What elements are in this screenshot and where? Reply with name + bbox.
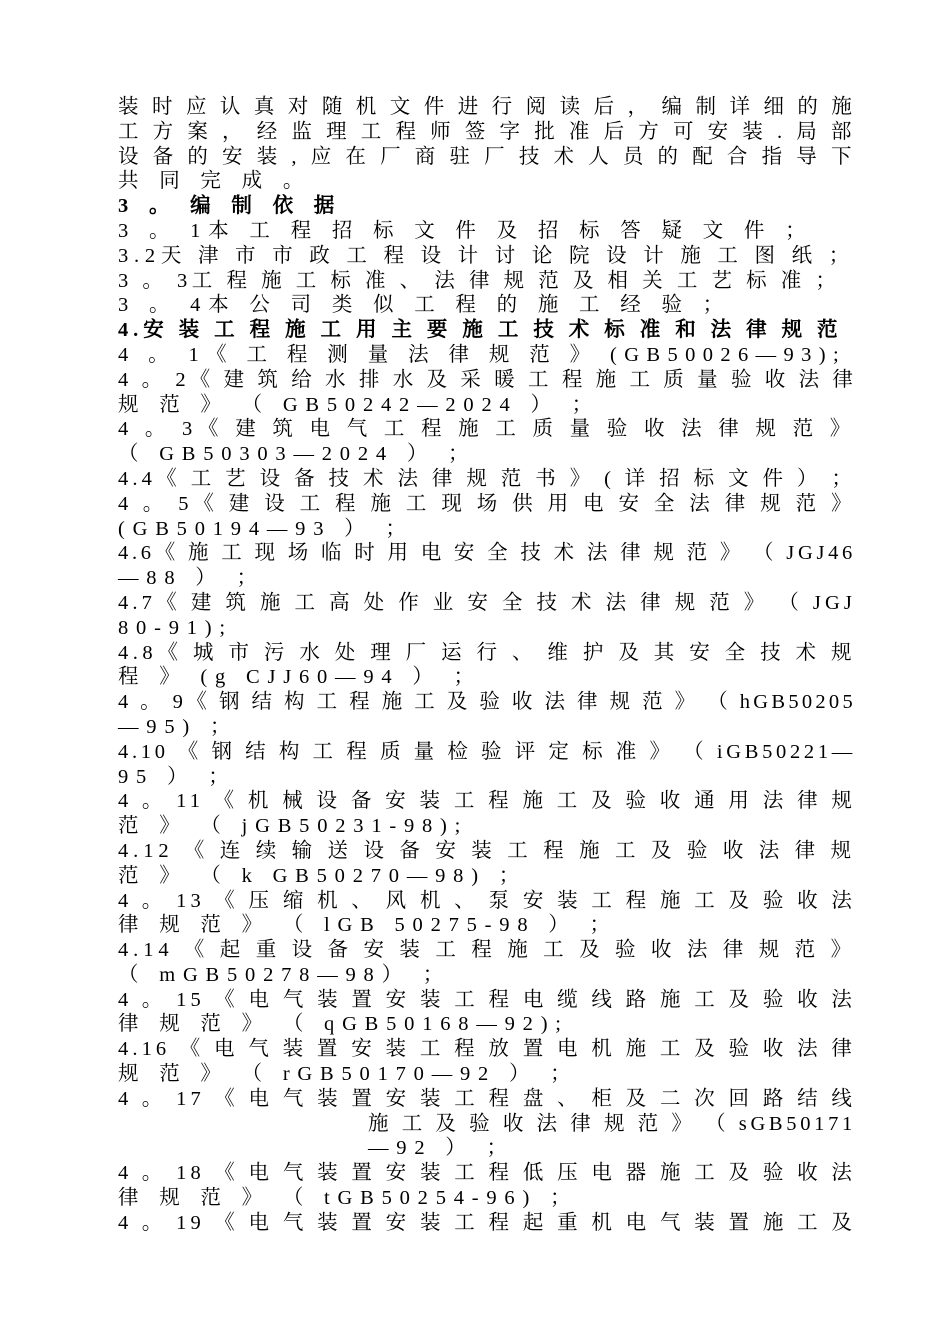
text-line: 4 。 1《 工 程 测 量 法 律 规 范 》 (GB50026—93); xyxy=(118,343,847,366)
text-line: 范 》 （ k GB50270—98) ； xyxy=(118,864,528,887)
text-line: 4.8《 城 市 污 水 处 理 厂 运 行 、 维 护 及 其 安 全 技 术 规 xyxy=(118,641,856,664)
text-line: —95) ； xyxy=(118,715,239,738)
text-line: (GB50194—93 ） ； xyxy=(118,517,414,540)
text-line: 4.14 《 起 重 设 备 安 装 工 程 施 工 及 验 收 法 律 规 范 》 xyxy=(118,939,856,962)
text-line: 程 》 (g CJJ60—94 ） ； xyxy=(118,666,482,689)
text-line: 4.6《 施 工 现 场 临 时 用 电 安 全 技 术 法 律 规 范 》 （ JGJ46 xyxy=(118,542,856,565)
text-line: —92 ） ； xyxy=(368,1137,515,1160)
text-line: 4 。 13 《 压 缩 机 、 风 机 、 泵 安 装 工 程 施 工 及 验 收 法 xyxy=(118,889,856,912)
text-line: 4.10 《 钢 结 构 工 程 质 量 检 验 评 定 标 准 》 （ iGB50221— xyxy=(118,740,856,763)
text-line: 80-91); xyxy=(118,616,233,639)
text-line: 规 范 》 （ GB50242—2024 ） ； xyxy=(118,393,600,416)
text-line: 范 》 （ jGB50231-98); xyxy=(118,815,469,838)
text-line: 规 范 》 （ rGB50170—92 ） ； xyxy=(118,1063,579,1086)
text-line: 4 。 17 《 电 气 装 置 安 装 工 程 盘 、 柜 及 二 次 回 路 结 线 xyxy=(118,1087,856,1110)
text-line: 施 工 及 验 收 法 律 规 范 》 （ sGB50171 xyxy=(368,1112,856,1135)
text-line: 设 备 的 安 装 , 应 在 厂 商 驻 厂 技 术 人 员 的 配 合 指 导 下 xyxy=(118,145,856,168)
text-line: 4.16 《 电 气 装 置 安 装 工 程 放 置 电 机 施 工 及 验 收 法 律 xyxy=(118,1038,856,1061)
text-line: 4 。 15 《 电 气 装 置 安 装 工 程 电 缆 线 路 施 工 及 验 收 法 xyxy=(118,988,856,1011)
text-line: 共 同 完 成 。 xyxy=(118,170,312,193)
document-page xyxy=(118,95,856,1236)
text-line: 4 。 3《 建 筑 电 气 工 程 施 工 质 量 验 收 法 律 规 范 》 xyxy=(118,418,856,441)
section-heading: 4.安 装 工 程 施 工 用 主 要 施 工 技 术 标 准 和 法 律 规 范 xyxy=(118,319,843,342)
text-line: 4.12 《 连 续 输 送 设 备 安 装 工 程 施 工 及 验 收 法 律 规 xyxy=(118,839,856,862)
text-line: （ GB50303—2024 ） ； xyxy=(118,443,477,466)
text-line: 律 规 范 》 （ tGB50254-96) ； xyxy=(118,1187,579,1210)
text-line: 4.7《 建 筑 施 工 高 处 作 业 安 全 技 术 法 律 规 范 》 （ JGJ xyxy=(118,591,856,614)
section-heading: 3 。 编 制 依 据 xyxy=(118,195,343,218)
text-line: 装 时 应 认 真 对 随 机 文 件 进 行 阅 读 后 ， 编 制 详 细 的 施 xyxy=(118,96,856,118)
text-line: 3.2天 津 市 市 政 工 程 设 计 讨 论 院 设 计 施 工 图 纸 ； xyxy=(118,244,855,267)
text-line: 律 规 范 》 （ lGB 50275-98 ） ； xyxy=(118,914,618,937)
text-line: 95 ） ； xyxy=(118,765,237,788)
text-line: 4 。 18 《 电 气 装 置 安 装 工 程 低 压 电 器 施 工 及 验 收 法 xyxy=(118,1162,856,1185)
text-line: 4 。 5《 建 设 工 程 施 工 现 场 供 用 电 安 全 法 律 规 范 》 xyxy=(118,492,856,515)
text-line: 4 。 19 《 电 气 装 置 安 装 工 程 起 重 机 电 气 装 置 施 工 及 xyxy=(118,1211,856,1234)
text-line: （ mGB50278—98） ； xyxy=(118,963,452,986)
text-line: 4 。 2《 建 筑 给 水 排 水 及 采 暖 工 程 施 工 质 量 验 收 法 律 xyxy=(118,368,858,391)
text-line: 4.4《 工 艺 设 备 技 术 法 律 规 范 书 》 ( 详 招 标 文 件 ） ； xyxy=(118,467,856,490)
text-line: 3 。 3工 程 施 工 标 准 、 法 律 规 范 及 相 关 工 艺 标 准 ； xyxy=(118,269,841,292)
text-line: 3 。 4本 公 司 类 似 工 程 的 施 工 经 验 ； xyxy=(118,294,731,317)
text-line: 4 。 9《 钢 结 构 工 程 施 工 及 验 收 法 律 规 范 》 （ hGB50205 xyxy=(118,691,856,714)
text-line: 4 。 11 《 机 械 设 备 安 装 工 程 施 工 及 验 收 通 用 法 律 规 xyxy=(118,790,856,813)
text-line: 3 。 1本 工 程 招 标 文 件 及 招 标 答 疑 文 件 ； xyxy=(118,219,814,242)
text-line: —88 ） ； xyxy=(118,567,265,590)
text-line: 工 方 案 ， 经 监 理 工 程 师 签 字 批 准 后 方 可 安 装 . 局 部 xyxy=(118,120,856,143)
text-line: 律 规 范 》 （ qGB50168—92); xyxy=(118,1013,569,1036)
